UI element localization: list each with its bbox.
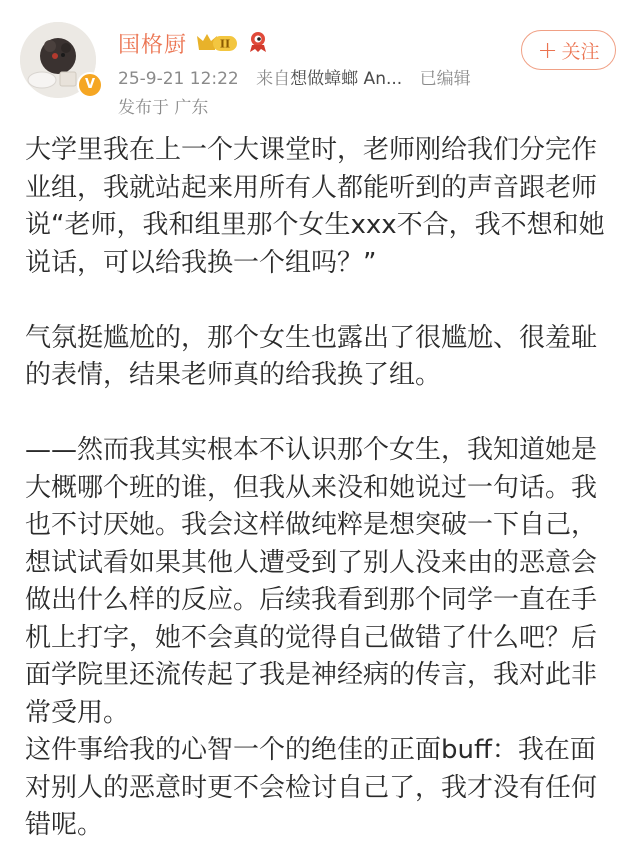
- post-header: [0, 0, 640, 125]
- paragraph-3: ——然而我其实根本不认识那个女生，我知道她是大概哪个班的谁，但我从来没和她说过一句话。我也不讨厌她。我会这样做纯粹是想突破一下自己，想试试看如果其他人遭受到了别人没来由的恶意会做出什么样的反应。后续我看到那个同学一直在手机上打字，她不会真的觉得自己做错了什么吧？后面学院里还流传起了我是神经病的传言，我对此非常受用。: [25, 435, 598, 728]
- post-date: 25-9-21 12:22: [118, 69, 239, 89]
- post-content: [25, 132, 620, 845]
- paragraph-4: 这件事给我的心智一个的绝佳的正面buff：我在面对别人的恶意时更不会检讨自己了，我才没有任何错呢。: [25, 735, 598, 840]
- paragraph-gap: [25, 282, 620, 320]
- medal-icon[interactable]: [245, 28, 271, 58]
- paragraph-2: 气氛挺尴尬的，那个女生也露出了很尴尬、很羞耻的表情，结果老师真的给我换了组。: [25, 322, 598, 390]
- edited-label[interactable]: 已编辑: [419, 69, 471, 89]
- follow-button[interactable]: [521, 30, 616, 70]
- post-location: 发布于 广东: [118, 98, 209, 118]
- plus-icon: +: [537, 36, 558, 64]
- name-row: [118, 27, 271, 59]
- level-badge-text: II: [219, 37, 231, 51]
- paragraph-1: 大学里我在上一个大课堂时，老师刚给我们分完作业组，我就站起来用所有人都能听到的声音跟老师说“老师，我和组里那个女生xxx不合，我不想和她说话，可以给我换一个组吗？”: [25, 135, 605, 278]
- source-link[interactable]: 想做蟑螂 An...: [290, 69, 403, 89]
- post-meta: [118, 64, 471, 89]
- follow-label: 关注: [561, 40, 600, 63]
- source-prefix: 来自: [256, 69, 291, 89]
- level-badge-icon[interactable]: [195, 31, 239, 55]
- verified-badge-icon: V: [77, 72, 103, 98]
- paragraph-gap: [25, 395, 620, 433]
- user-name[interactable]: 国格厨: [118, 32, 188, 58]
